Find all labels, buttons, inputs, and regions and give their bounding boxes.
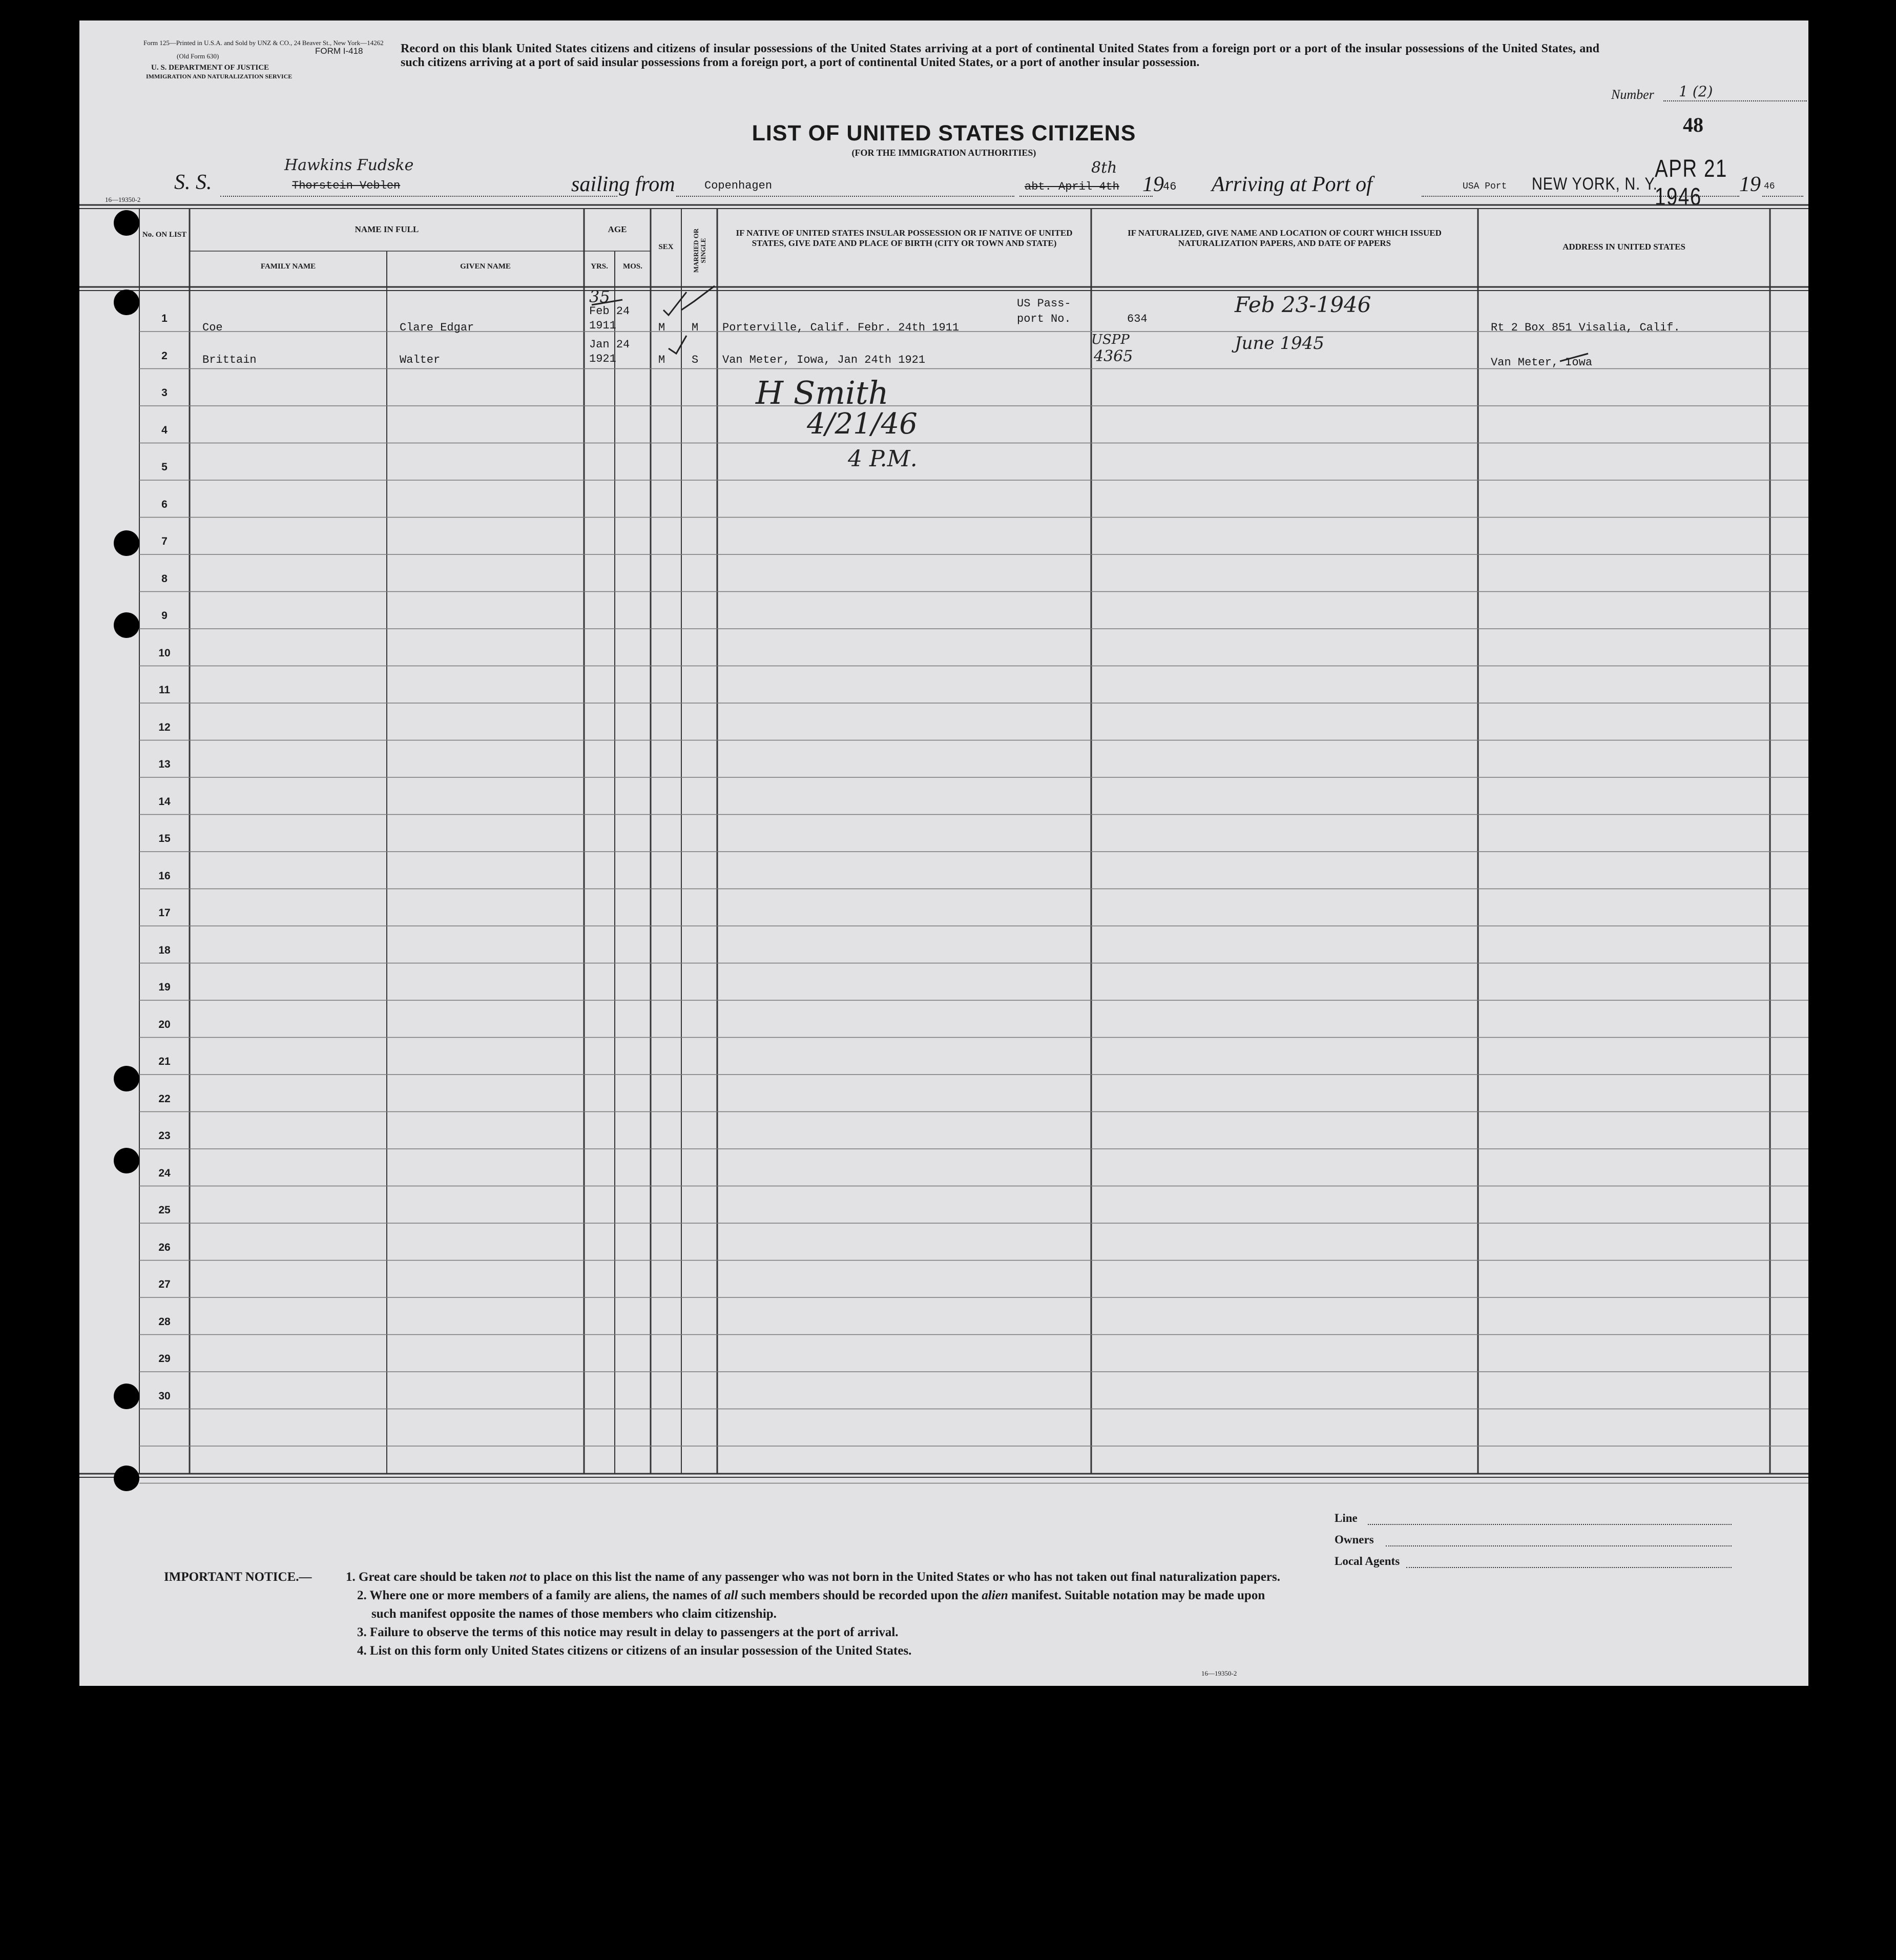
owners-field bbox=[1386, 1534, 1732, 1546]
row-number: 6 bbox=[161, 498, 168, 510]
row1-birth-year: 1911 bbox=[589, 319, 616, 332]
row-number: 25 bbox=[158, 1204, 171, 1216]
col-native-birth: IF NATIVE OF UNITED STATES INSULAR POSSESSION OR IF NATIVE OF UNITED STATES, GIVE DATE AND PLACE OF BIRTH (CITY OR TOWN AND STATE) bbox=[736, 228, 1073, 248]
arriving-port: USA Port bbox=[1463, 181, 1507, 192]
date-handwritten: 8th bbox=[1091, 159, 1117, 177]
punch-hole bbox=[114, 612, 139, 638]
row-number: 8 bbox=[161, 572, 168, 585]
row2-address-check bbox=[1560, 354, 1588, 361]
number-label: Number bbox=[1611, 87, 1654, 102]
form-code-left: 16—19350-2 bbox=[105, 196, 141, 203]
row-number: 16 bbox=[158, 870, 171, 882]
row-number: 4 bbox=[161, 424, 168, 436]
page-number: 48 bbox=[1683, 113, 1703, 136]
row1-birth-place: Porterville, Calif. Febr. 24th 1911 bbox=[722, 321, 960, 334]
row1-passport-number: 634 bbox=[1127, 313, 1148, 325]
row1-naturalization-date: Feb 23-1946 bbox=[1235, 292, 1371, 317]
row1-age-years-handwritten: 35 bbox=[589, 287, 610, 306]
row1-family-name: Coe bbox=[202, 321, 223, 334]
row2-birth-year: 1921 bbox=[589, 353, 616, 365]
col-sex: SEX bbox=[658, 243, 674, 251]
date-struck: abt. April 4th bbox=[1025, 180, 1119, 193]
intro-text: Record on this blank United States citizens and citizens of insular possessions of the United States arriving at a port of continental United States from a foreign port or a port of the insular possessions of the United States, and such citizens arriving at a port of said insular possessions from a foreign port, a port of continental United States, or a port of another insular possession. bbox=[401, 42, 1599, 69]
year2-suffix: 46 bbox=[1764, 181, 1775, 192]
row2-family-name: Brittain bbox=[202, 354, 257, 366]
row2-naturalization-date: June 1945 bbox=[1235, 333, 1324, 354]
local-agents-field bbox=[1406, 1556, 1732, 1568]
row2-address: Van Meter, Iowa bbox=[1491, 356, 1593, 369]
row1-marital-status: M bbox=[692, 321, 699, 334]
row-number: 5 bbox=[161, 461, 168, 473]
service-label: IMMIGRATION AND NATURALIZATION SERVICE bbox=[146, 73, 293, 80]
line-label: Line bbox=[1335, 1512, 1358, 1524]
notice-item-1: 1. Great care should be taken not to place on this list the name of any passenger who was not born in the United States or who has not taken out final naturalization papers. bbox=[346, 1570, 1281, 1584]
col-yrs: YRS. bbox=[591, 262, 608, 271]
col-married-single: MARRIED OR SINGLE bbox=[692, 228, 707, 273]
row-number: 28 bbox=[158, 1315, 171, 1328]
row-number: 24 bbox=[158, 1167, 171, 1179]
notice-item-2-continued: such manifest opposite the names of those members who claim citizenship. bbox=[371, 1607, 777, 1621]
inspection-time: 4 P.M. bbox=[848, 446, 918, 472]
row2-passport-handwritten-2: 4365 bbox=[1094, 347, 1133, 365]
local-agents-label: Local Agents bbox=[1335, 1555, 1400, 1567]
inspection-date: 4/21/46 bbox=[807, 407, 918, 441]
row-number: 30 bbox=[158, 1390, 171, 1402]
row-number: 15 bbox=[158, 833, 171, 844]
row2-birth-place: Van Meter, Iowa, Jan 24th 1921 bbox=[722, 354, 926, 366]
row-number: 2 bbox=[161, 349, 168, 362]
row-number: 17 bbox=[158, 907, 171, 919]
notice-heading: IMPORTANT NOTICE.— bbox=[164, 1570, 312, 1584]
number-value: 1 (2) bbox=[1679, 83, 1713, 100]
col-mos: MOS. bbox=[623, 262, 642, 271]
ship-name-handwritten: Hawkins Fudske bbox=[284, 156, 414, 174]
row-number: 3 bbox=[161, 387, 168, 399]
row-number: 7 bbox=[161, 535, 168, 547]
row2-passport-handwritten-1: USPP bbox=[1091, 332, 1130, 347]
row1-passport-label-1: US Pass- bbox=[1017, 297, 1071, 310]
punch-hole bbox=[114, 210, 139, 236]
col-given-name: GIVEN NAME bbox=[460, 262, 511, 271]
row-number: 26 bbox=[158, 1241, 171, 1253]
punch-hole bbox=[114, 290, 139, 315]
col-naturalized: IF NATURALIZED, GIVE NAME AND LOCATION OF COURT WHICH ISSUED NATURALIZATION PAPERS, AND DATE OF PAPERS bbox=[1128, 228, 1442, 248]
printer-line: Form 125—Printed in U.S.A. and Sold by UNZ & CO., 24 Beaver St., New York—14262 bbox=[143, 39, 384, 47]
row1-married-check-mark bbox=[681, 286, 715, 310]
row-number: 27 bbox=[158, 1278, 171, 1290]
row1-passport-label-2: port No. bbox=[1017, 313, 1071, 325]
manifest-sheet bbox=[79, 20, 1808, 1686]
row1-given-name: Clare Edgar bbox=[400, 321, 474, 334]
department-label: U. S. DEPARTMENT OF JUSTICE bbox=[151, 64, 269, 72]
row-number: 13 bbox=[158, 758, 171, 770]
row2-check-mark bbox=[669, 336, 686, 354]
punch-hole bbox=[114, 1384, 139, 1409]
row-number: 29 bbox=[158, 1353, 171, 1365]
date-stamp: APR 21 1946 bbox=[1655, 155, 1727, 211]
ship-name-struck: Thorstein Veblen bbox=[292, 179, 401, 192]
notice-item-3: 3. Failure to observe the terms of this notice may result in delay to passengers at the port of arrival. bbox=[357, 1625, 899, 1639]
line-field bbox=[1368, 1513, 1732, 1525]
year-suffix: 46 bbox=[1163, 180, 1177, 193]
ss-label: S. S. bbox=[174, 171, 212, 194]
check-marks bbox=[79, 20, 1808, 430]
arriving-label: Arriving at Port of bbox=[1212, 173, 1372, 196]
col-family-name: FAMILY NAME bbox=[260, 262, 316, 271]
punch-hole bbox=[114, 530, 139, 556]
punch-hole bbox=[114, 1066, 139, 1091]
row2-given-name: Walter bbox=[400, 354, 441, 366]
col-name-in-full: NAME IN FULL bbox=[355, 224, 419, 234]
col-address: ADDRESS IN UNITED STATES bbox=[1562, 242, 1685, 252]
row-number: 19 bbox=[158, 981, 171, 993]
year2-prefix: 19 bbox=[1739, 173, 1761, 196]
row-number: 9 bbox=[161, 610, 168, 622]
row-number: 22 bbox=[158, 1092, 171, 1105]
row-number: 18 bbox=[158, 944, 171, 956]
row2-marital-status: S bbox=[692, 354, 699, 366]
row1-sex: M bbox=[658, 321, 665, 334]
row-number: 1 bbox=[161, 313, 168, 324]
year-prefix: 19 bbox=[1142, 173, 1164, 196]
notice-item-4: 4. List on this form only United States citizens or citizens of an insular possession of the United States. bbox=[357, 1644, 912, 1658]
inspector-signature: H Smith bbox=[756, 374, 889, 411]
sailing-from-label: sailing from bbox=[571, 173, 675, 196]
row-number: 10 bbox=[158, 647, 171, 659]
notice-item-2: 2. Where one or more members of a family are aliens, the names of all such members should be recorded upon the alien manifest. Suitable notation may be made upon bbox=[357, 1588, 1265, 1602]
row1-age-strike bbox=[592, 300, 622, 305]
punch-hole bbox=[114, 1148, 139, 1173]
sailing-from-value: Copenhagen bbox=[704, 179, 773, 192]
row1-address: Rt 2 Box 851 Visalia, Calif. bbox=[1491, 321, 1680, 334]
port-stamp: NEW YORK, N. Y. bbox=[1532, 174, 1658, 194]
owners-label: Owners bbox=[1335, 1533, 1374, 1546]
old-form-label: (Old Form 630) bbox=[177, 52, 219, 60]
row-number: 11 bbox=[158, 684, 171, 696]
row-number: 21 bbox=[158, 1056, 171, 1067]
row1-birth-month: Feb 24 bbox=[589, 305, 630, 318]
col-age: AGE bbox=[608, 224, 627, 234]
row1-check-mark bbox=[663, 292, 686, 315]
row2-sex: M bbox=[658, 354, 665, 366]
punch-hole bbox=[114, 1466, 139, 1491]
form-number: FORM I-418 bbox=[315, 46, 363, 56]
row-number: 12 bbox=[158, 721, 171, 733]
page-subtitle: (FOR THE IMMIGRATION AUTHORITIES) bbox=[851, 148, 1036, 158]
row2-birth-month: Jan 24 bbox=[589, 338, 630, 351]
page-title: LIST OF UNITED STATES CITIZENS bbox=[752, 121, 1136, 146]
col-no: No. ON LIST bbox=[142, 231, 187, 239]
row-number: 20 bbox=[158, 1018, 171, 1030]
row-number: 23 bbox=[158, 1130, 171, 1142]
form-code-bottom: 16—19350-2 bbox=[1201, 1669, 1237, 1677]
row-number: 14 bbox=[158, 795, 171, 808]
